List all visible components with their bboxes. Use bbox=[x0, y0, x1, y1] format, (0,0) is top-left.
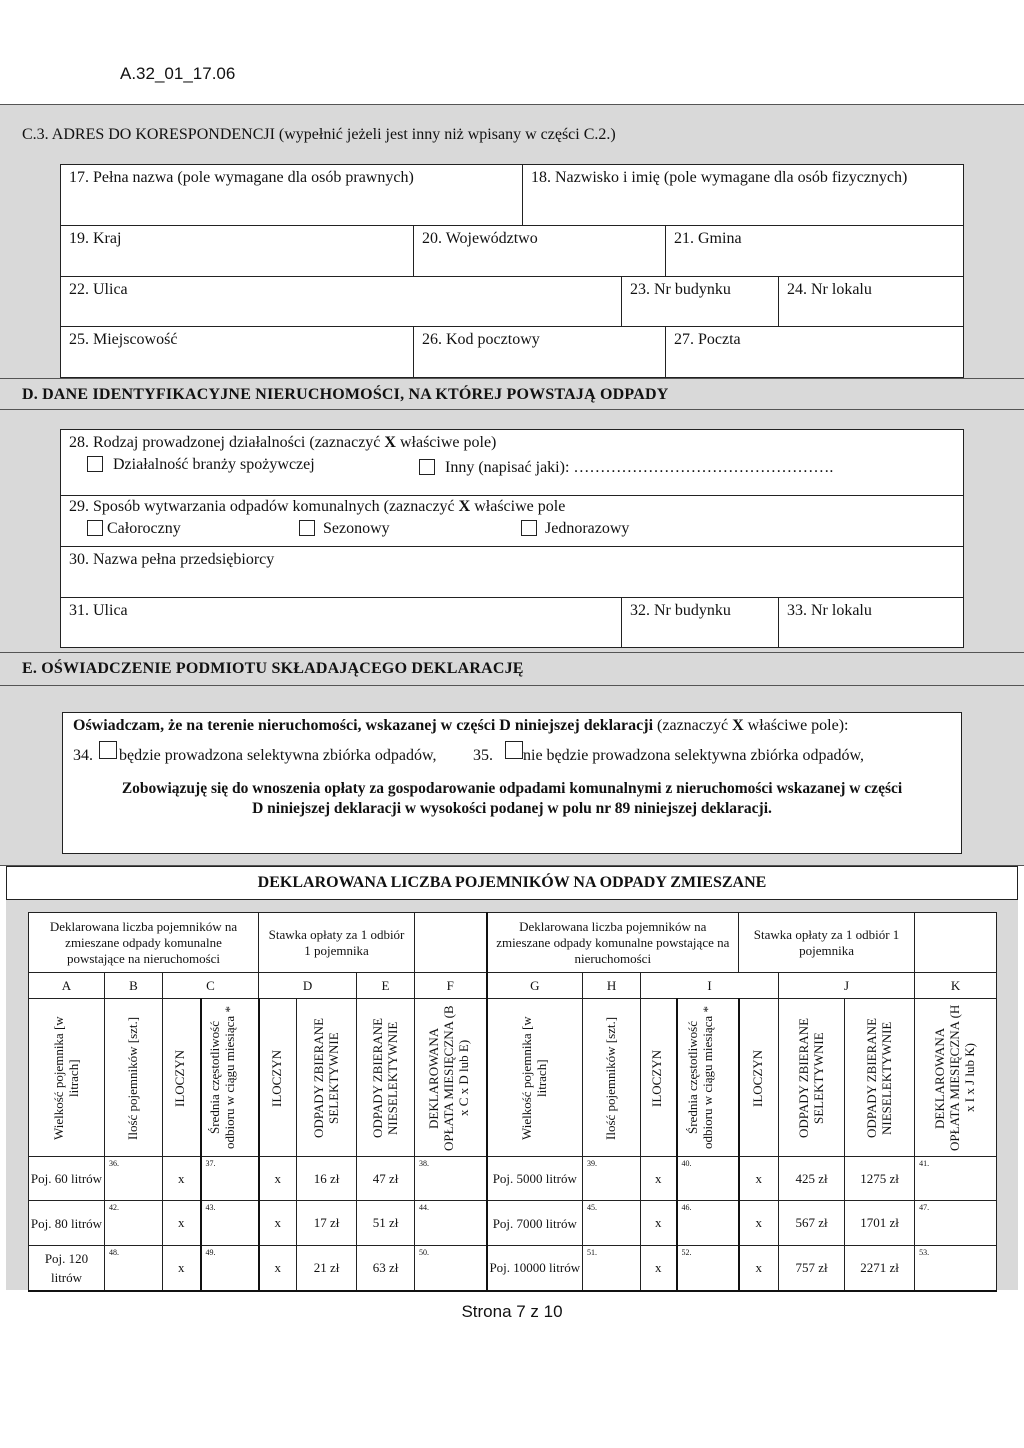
field-label: 19. Kraj bbox=[69, 230, 122, 247]
page-number: Strona 7 z 10 bbox=[461, 1302, 563, 1321]
multiply-sign: x bbox=[259, 1201, 297, 1246]
col-letter-d: D bbox=[259, 973, 357, 999]
field-label: 17. Pełna nazwa (pole wymagane dla osób prawnych) bbox=[69, 169, 414, 186]
frequency-input[interactable]: 49. bbox=[201, 1246, 259, 1291]
selective-rate: 757 zł bbox=[779, 1246, 845, 1291]
declaration-text: Oświadczam, że na terenie nieruchomości, wskazanej w części D niniejszej deklaracji (zaznaczyć X właściwe pole): bbox=[73, 717, 849, 734]
one-time-label: Jednorazowy bbox=[545, 520, 630, 537]
left-group-header: Deklarowana liczba pojemników na zmieszane odpady komunalne powstające na nieruchomości bbox=[29, 913, 259, 973]
col-size-header: Wielkość pojemnika [w litrach] bbox=[29, 999, 105, 1157]
container-count-input[interactable]: 42. bbox=[105, 1201, 163, 1246]
col-letter-i: I bbox=[641, 973, 779, 999]
apartment-number-field[interactable] bbox=[778, 276, 964, 327]
empty-header bbox=[415, 913, 487, 973]
col-letter-g: G bbox=[487, 973, 583, 999]
selective-rate: 425 zł bbox=[779, 1157, 845, 1201]
field-35-number: 35. bbox=[473, 747, 493, 764]
field-label: 27. Poczta bbox=[674, 331, 741, 348]
col-letter-k: K bbox=[915, 973, 997, 999]
col-product2-right-header: ILOCZYN bbox=[739, 999, 779, 1157]
table-row bbox=[29, 1246, 997, 1291]
monthly-fee-input[interactable]: 47. bbox=[915, 1201, 997, 1246]
container-count-input[interactable]: 51. bbox=[583, 1246, 641, 1291]
col-fee-right-header: DEKLAROWANA OPŁATA MIESIĘCZNA (H x I x J lub K) bbox=[915, 999, 997, 1157]
col-letter-c: C bbox=[163, 973, 259, 999]
seasonal-label: Sezonowy bbox=[323, 520, 390, 537]
field-label: 18. Nazwisko i imię (pole wymagane dla osób fizycznych) bbox=[531, 169, 908, 186]
activity-type-field bbox=[60, 429, 964, 496]
col-count-right-header: Ilość pojemników [szt.] bbox=[583, 999, 641, 1157]
food-industry-checkbox[interactable] bbox=[87, 456, 103, 472]
field-label: 29. Sposób wytwarzania odpadów komunalnych (zaznaczyć X właściwe pole bbox=[69, 498, 566, 515]
col-nonselective-right-header: ODPADY ZBIERANE NIESELEKTYWNIE bbox=[845, 999, 915, 1157]
right-rate-header: Stawka opłaty za 1 odbiór 1 pojemnika bbox=[739, 913, 915, 973]
one-time-checkbox[interactable] bbox=[521, 520, 537, 536]
property-building-number-field[interactable] bbox=[621, 597, 779, 648]
col-letter-b: B bbox=[105, 973, 163, 999]
container-count-input[interactable]: 48. bbox=[105, 1246, 163, 1291]
col-avg-header: Średnia częstotliwość odbioru w ciągu miesiąca * bbox=[201, 999, 259, 1157]
col-letter-f: F bbox=[415, 973, 487, 999]
field-label: 32. Nr budynku bbox=[630, 602, 731, 619]
field-label: 24. Nr lokalu bbox=[787, 281, 872, 298]
field-34-number: 34. bbox=[73, 747, 93, 764]
multiply-sign: x bbox=[739, 1246, 779, 1291]
year-round-label: Całoroczny bbox=[107, 520, 181, 537]
multiply-sign: x bbox=[641, 1157, 677, 1201]
multiply-sign: x bbox=[739, 1201, 779, 1246]
nonselective-rate: 1701 zł bbox=[845, 1201, 915, 1246]
col-nonselective-header: ODPADY ZBIERANE NIESELEKTYWNIE bbox=[357, 999, 415, 1157]
container-size: Poj. 10000 litrów bbox=[487, 1246, 583, 1291]
field-label: 33. Nr lokalu bbox=[787, 602, 872, 619]
container-size: Poj. 60 litrów bbox=[29, 1157, 105, 1201]
selective-rate: 16 zł bbox=[297, 1157, 357, 1201]
container-count-input[interactable]: 45. bbox=[583, 1201, 641, 1246]
nonselective-rate: 47 zł bbox=[357, 1157, 415, 1201]
building-number-field[interactable] bbox=[621, 276, 779, 327]
right-group-header: Deklarowana liczba pojemników na zmieszane odpady komunalne powstające na nieruchomości bbox=[487, 913, 739, 973]
commitment-text: Zobowiązuję się do wnoszenia opłaty za gospodarowanie odpadami komunalnymi z nieruchomości wskazanej w części D niniejszej deklaracji w wysokości podanej w polu nr 89 niniejszej deklaracji. bbox=[121, 780, 903, 817]
multiply-sign: x bbox=[739, 1157, 779, 1201]
seasonal-checkbox[interactable] bbox=[299, 520, 315, 536]
multiply-sign: x bbox=[163, 1246, 201, 1291]
other-activity-checkbox[interactable] bbox=[419, 459, 435, 475]
postal-code-field[interactable] bbox=[413, 326, 666, 378]
property-apartment-number-field[interactable] bbox=[778, 597, 964, 648]
nonselective-rate: 51 zł bbox=[357, 1201, 415, 1246]
monthly-fee-input[interactable]: 50. bbox=[415, 1246, 487, 1291]
frequency-input[interactable]: 52. bbox=[677, 1246, 739, 1291]
selective-collection-checkbox[interactable] bbox=[99, 741, 117, 759]
col-product-header: ILOCZYN bbox=[163, 999, 201, 1157]
frequency-input[interactable]: 37. bbox=[201, 1157, 259, 1201]
selective-rate: 567 zł bbox=[779, 1201, 845, 1246]
container-size: Poj. 7000 litrów bbox=[487, 1201, 583, 1246]
other-activity-label: Inny (napisać jaki): …………………………………………. bbox=[445, 459, 834, 476]
multiply-sign: x bbox=[259, 1157, 297, 1201]
col-product-right-header: ILOCZYN bbox=[641, 999, 677, 1157]
multiply-sign: x bbox=[163, 1157, 201, 1201]
left-rate-header: Stawka opłaty za 1 odbiór 1 pojemnika bbox=[259, 913, 415, 973]
field-label: 30. Nazwa pełna przedsiębiorcy bbox=[69, 551, 275, 568]
multiply-sign: x bbox=[641, 1246, 677, 1291]
post-office-field[interactable] bbox=[665, 326, 964, 378]
municipality-field[interactable] bbox=[665, 225, 964, 277]
col-selective-right-header: ODPADY ZBIERANE SELEKTYWNIE bbox=[779, 999, 845, 1157]
col-count-header: Ilość pojemników [szt.] bbox=[105, 999, 163, 1157]
food-industry-label: Działalność branży spożywczej bbox=[113, 456, 315, 473]
section-d-title: D. DANE IDENTYFIKACYJNE NIERUCHOMOŚCI, NA KTÓREJ POWSTAJĄ ODPADY bbox=[22, 386, 669, 403]
multiply-sign: x bbox=[163, 1201, 201, 1246]
col-fee-left-header: DEKLAROWANA OPŁATA MIESIĘCZNA (B x C x D lub E) bbox=[415, 999, 487, 1157]
monthly-fee-input[interactable]: 53. bbox=[915, 1246, 997, 1291]
col-product2-header: ILOCZYN bbox=[259, 999, 297, 1157]
year-round-checkbox[interactable] bbox=[87, 520, 103, 536]
frequency-input[interactable]: 40. bbox=[677, 1157, 739, 1201]
selective-rate: 17 zł bbox=[297, 1201, 357, 1246]
section-c3-title: C.3. ADRES DO KORESPONDENCJI (wypełnić jeżeli jest inny niż wpisany w części C.2.) bbox=[22, 126, 616, 143]
waste-production-mode-field bbox=[60, 495, 964, 547]
col-letter-a: A bbox=[29, 973, 105, 999]
frequency-input[interactable]: 46. bbox=[677, 1201, 739, 1246]
table-row bbox=[29, 1201, 997, 1246]
no-selective-collection-label: nie będzie prowadzona selektywna zbiórka odpadów, bbox=[523, 747, 865, 764]
property-street-field[interactable] bbox=[60, 597, 622, 648]
container-size: Poj. 120 litrów bbox=[29, 1246, 105, 1291]
table-row bbox=[29, 1157, 997, 1201]
street-field[interactable] bbox=[60, 276, 622, 327]
nonselective-rate: 1275 zł bbox=[845, 1157, 915, 1201]
containers-table bbox=[28, 912, 997, 1292]
container-size: Poj. 80 litrów bbox=[29, 1201, 105, 1246]
entrepreneur-name-field[interactable] bbox=[60, 546, 964, 598]
country-field[interactable] bbox=[60, 225, 414, 277]
document-code: A.32_01_17.06 bbox=[120, 64, 236, 83]
nonselective-rate: 63 zł bbox=[357, 1246, 415, 1291]
field-label: 22. Ulica bbox=[69, 281, 128, 298]
field-label: 31. Ulica bbox=[69, 602, 128, 619]
surname-name-field[interactable] bbox=[522, 164, 964, 226]
col-avg-right-header: Średnia częstotliwość odbioru w ciągu miesiąca * bbox=[677, 999, 739, 1157]
selective-collection-label: będzie prowadzona selektywna zbiórka odpadów, bbox=[119, 747, 437, 764]
voivodeship-field[interactable] bbox=[413, 225, 666, 277]
container-count-input[interactable]: 36. bbox=[105, 1157, 163, 1201]
field-label: 21. Gmina bbox=[674, 230, 742, 247]
declaration-box bbox=[62, 712, 962, 854]
section-e-title: E. OŚWIADCZENIE PODMIOTU SKŁADAJĄCEGO DEKLARACJĘ bbox=[22, 660, 524, 677]
nonselective-rate: 2271 zł bbox=[845, 1246, 915, 1291]
field-label: 20. Województwo bbox=[422, 230, 538, 247]
no-selective-collection-checkbox[interactable] bbox=[505, 741, 523, 759]
field-label: 23. Nr budynku bbox=[630, 281, 731, 298]
field-label: 25. Miejscowość bbox=[69, 331, 178, 348]
container-size: Poj. 5000 litrów bbox=[487, 1157, 583, 1201]
container-count-input[interactable]: 39. bbox=[583, 1157, 641, 1201]
full-name-field[interactable] bbox=[60, 164, 523, 226]
col-size-right-header: Wielkość pojemnika [w litrach] bbox=[487, 999, 583, 1157]
empty-header bbox=[915, 913, 997, 973]
frequency-input[interactable]: 43. bbox=[201, 1201, 259, 1246]
col-letter-e: E bbox=[357, 973, 415, 999]
field-label: 28. Rodzaj prowadzonej działalności (zaznaczyć X właściwe pole) bbox=[69, 434, 497, 451]
monthly-fee-input[interactable]: 44. bbox=[415, 1201, 487, 1246]
containers-title: DEKLAROWANA LICZBA POJEMNIKÓW NA ODPADY ZMIESZANE bbox=[6, 866, 1018, 900]
monthly-fee-input[interactable]: 41. bbox=[915, 1157, 997, 1201]
field-label: 26. Kod pocztowy bbox=[422, 331, 540, 348]
monthly-fee-input[interactable]: 38. bbox=[415, 1157, 487, 1201]
selective-rate: 21 zł bbox=[297, 1246, 357, 1291]
multiply-sign: x bbox=[641, 1201, 677, 1246]
multiply-sign: x bbox=[259, 1246, 297, 1291]
col-selective-header: ODPADY ZBIERANE SELEKTYWNIE bbox=[297, 999, 357, 1157]
col-letter-j: J bbox=[779, 973, 915, 999]
col-letter-h: H bbox=[583, 973, 641, 999]
city-field[interactable] bbox=[60, 326, 414, 378]
